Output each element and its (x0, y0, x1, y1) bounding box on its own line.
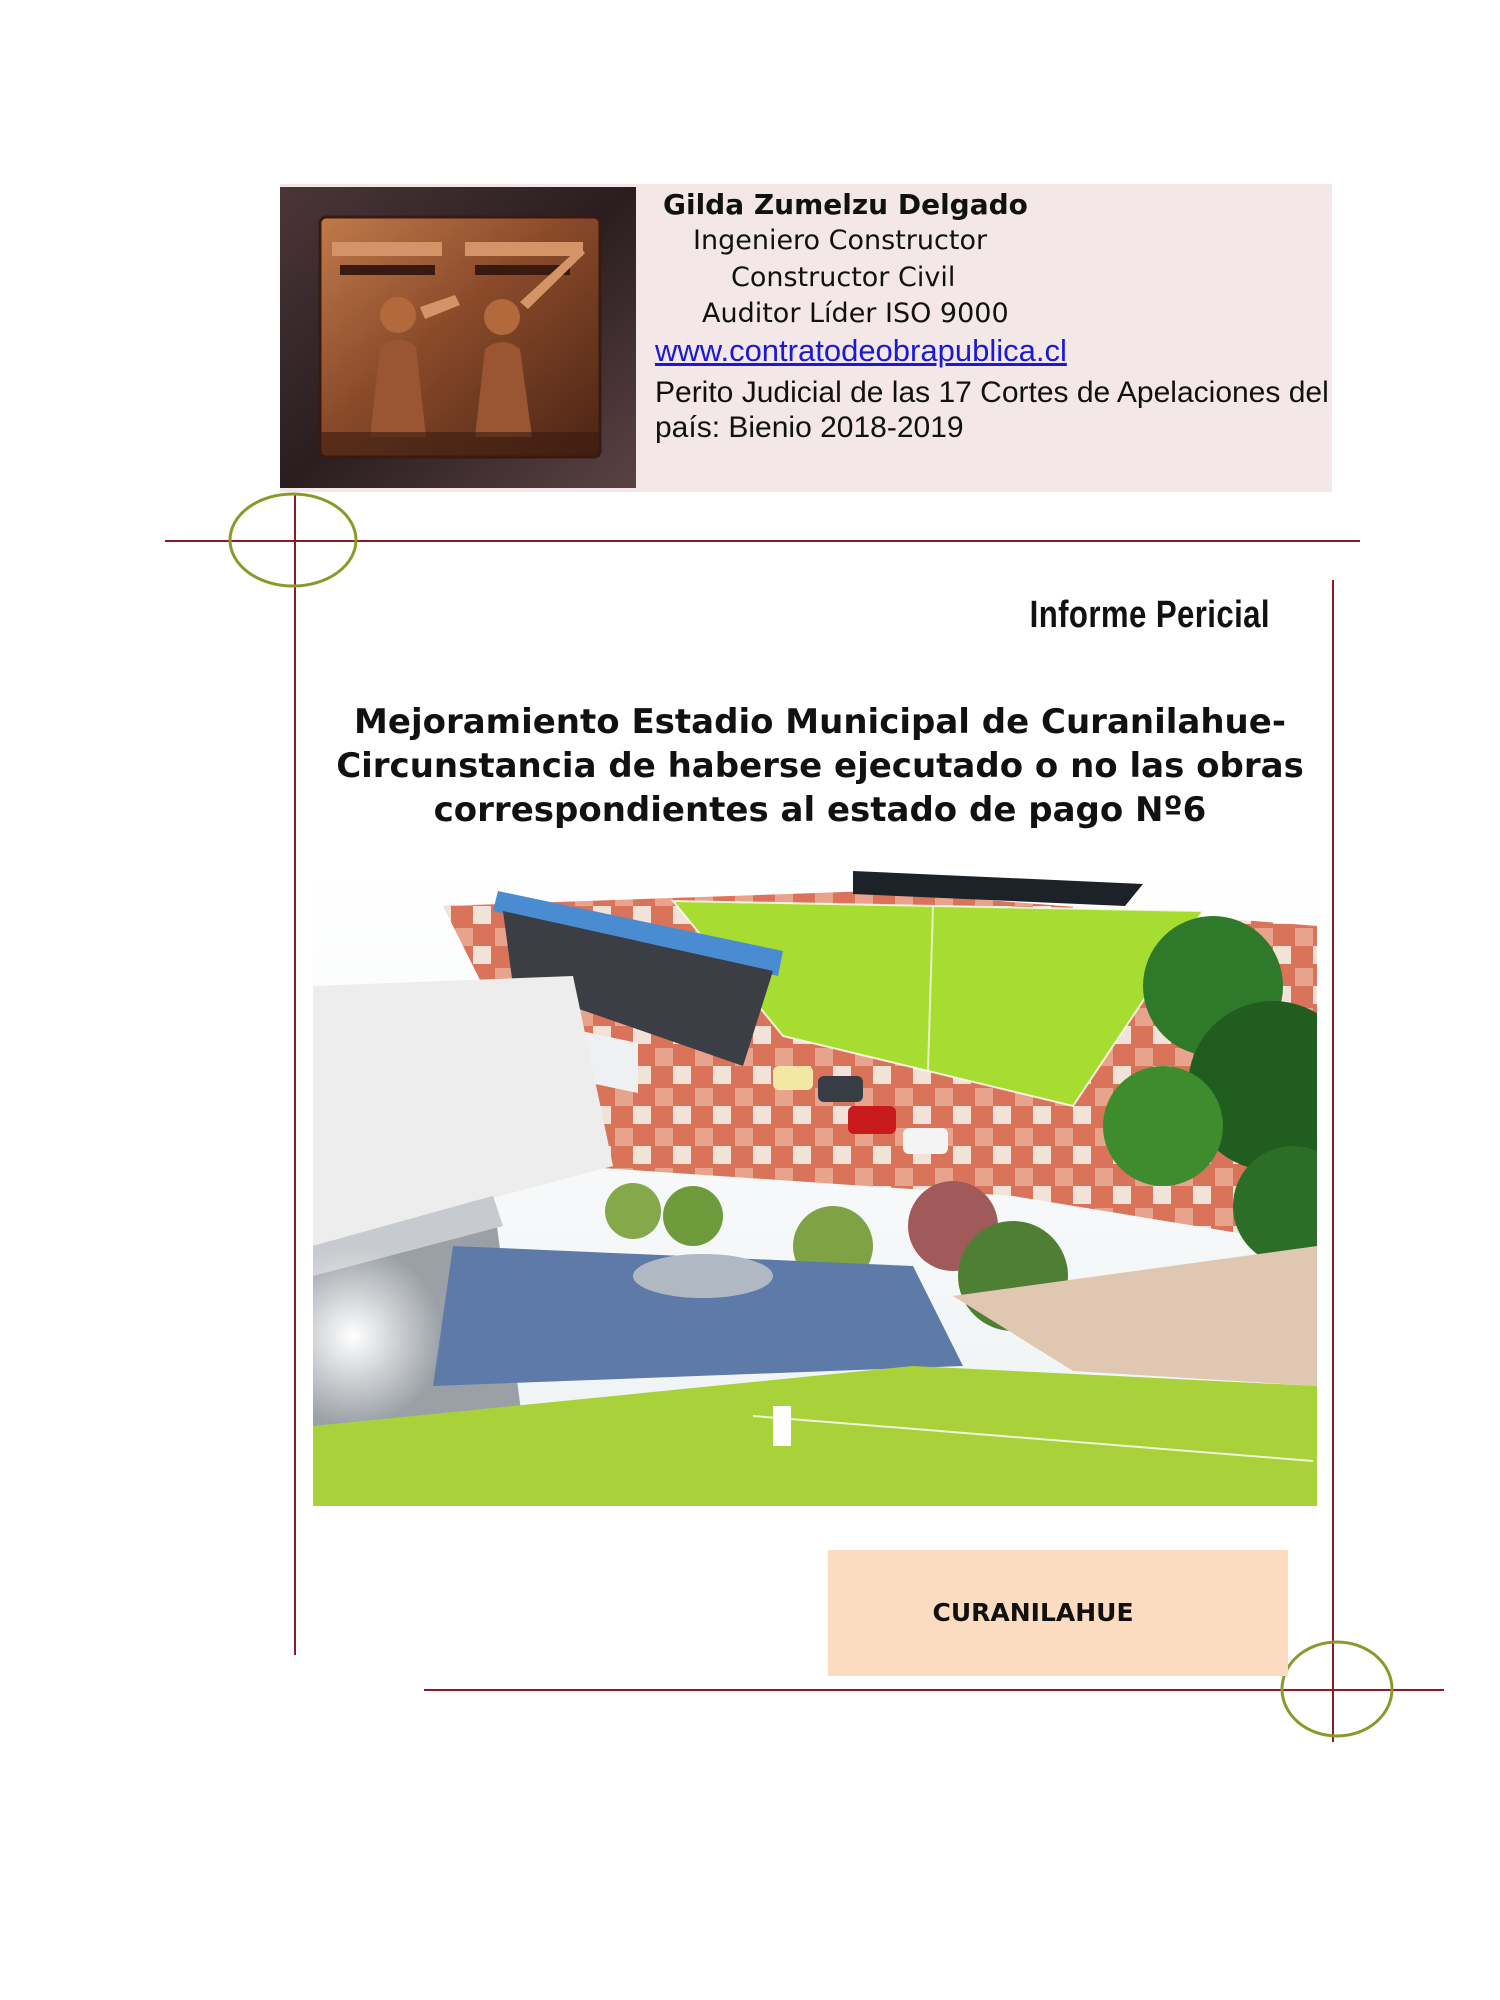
city-label: CURANILAHUE (932, 1598, 1134, 1627)
frame-left-line (294, 495, 296, 1655)
author-title-1: Ingeniero Constructor (693, 225, 988, 256)
author-title-3: Auditor Líder ISO 9000 (702, 298, 1009, 329)
corner-circle-top (226, 490, 361, 590)
author-name: Gilda Zumelzu Delgado (663, 188, 1028, 221)
corner-circle-bottom (1278, 1638, 1396, 1740)
website-link[interactable]: www.contratodeobrapublica.cl (655, 333, 1067, 368)
author-credential: Perito Judicial de las 17 Cortes de Apelaciones del país: Bienio 2018-2019 (655, 376, 1329, 444)
report-title: Mejoramiento Estadio Municipal de Curanilahue- Circunstancia de haberse ejecutado o no las obras correspondientes al estado de pago Nº6 (336, 702, 1304, 830)
stadium-rendering-image (313, 866, 1317, 1506)
author-title-2: Constructor Civil (731, 262, 956, 293)
logo-image (280, 187, 636, 488)
report-type: Informe Pericial (1029, 594, 1270, 636)
